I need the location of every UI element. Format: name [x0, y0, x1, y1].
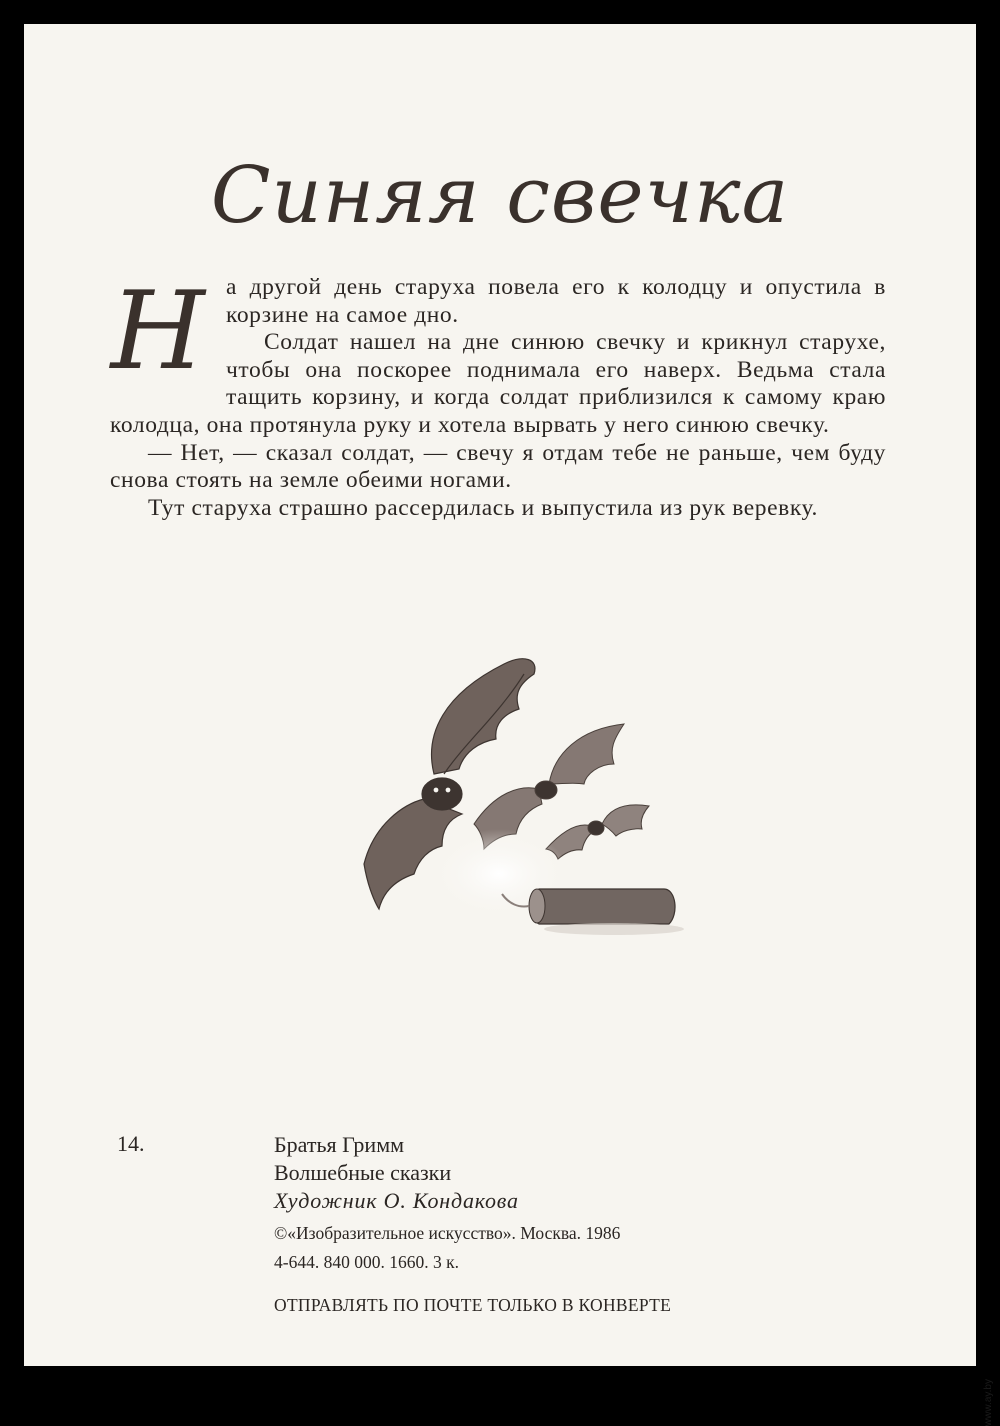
publisher-line: ©«Изобразительное искусство». Москва. 1986 — [274, 1223, 621, 1243]
card-number: 14. — [117, 1131, 145, 1156]
watermark: www.ay.by — [983, 1379, 994, 1426]
artist-credit: Художник О. Кондакова — [274, 1188, 519, 1213]
title-text: Синяя свечка — [210, 151, 790, 241]
drop-cap-letter: Н — [110, 276, 206, 386]
book-title: Волшебные сказки — [274, 1160, 452, 1185]
authors: Братья Гримм — [274, 1132, 405, 1157]
postcard — [24, 24, 976, 1366]
story-paragraph-3: — Нет, — сказал солдат, — свечу я отдам тебе не раньше, чем буду снова стоять на земле обеими ногами. — [110, 439, 886, 494]
watermark-container — [978, 1305, 998, 1426]
print-code: 4-644. 840 000. 1660. 3 к. — [274, 1252, 459, 1272]
story-paragraph-2: Солдат нашел на дне синюю свечку и крикнул старухе, чтобы она поскорее поднимала его наверх. Ведьма стала тащить корзину, и когда солдат приблизился к самому краю колодца, она протянула руку и хотела вырвать у него синюю свечку. — [110, 329, 886, 438]
story-paragraph-4: Тут старуха страшно рассердилась и выпустила из рук веревку. — [148, 494, 819, 521]
postcard-footer — [24, 24, 976, 1366]
story-paragraph-1: а другой день старуха повела его к колодцу и опустила в корзине на самое дно. — [226, 274, 886, 328]
publication-info — [274, 1131, 894, 1316]
mail-notice: ОТПРАВЛЯТЬ ПО ПОЧТЕ ТОЛЬКО В КОНВЕРТЕ — [274, 1295, 672, 1315]
